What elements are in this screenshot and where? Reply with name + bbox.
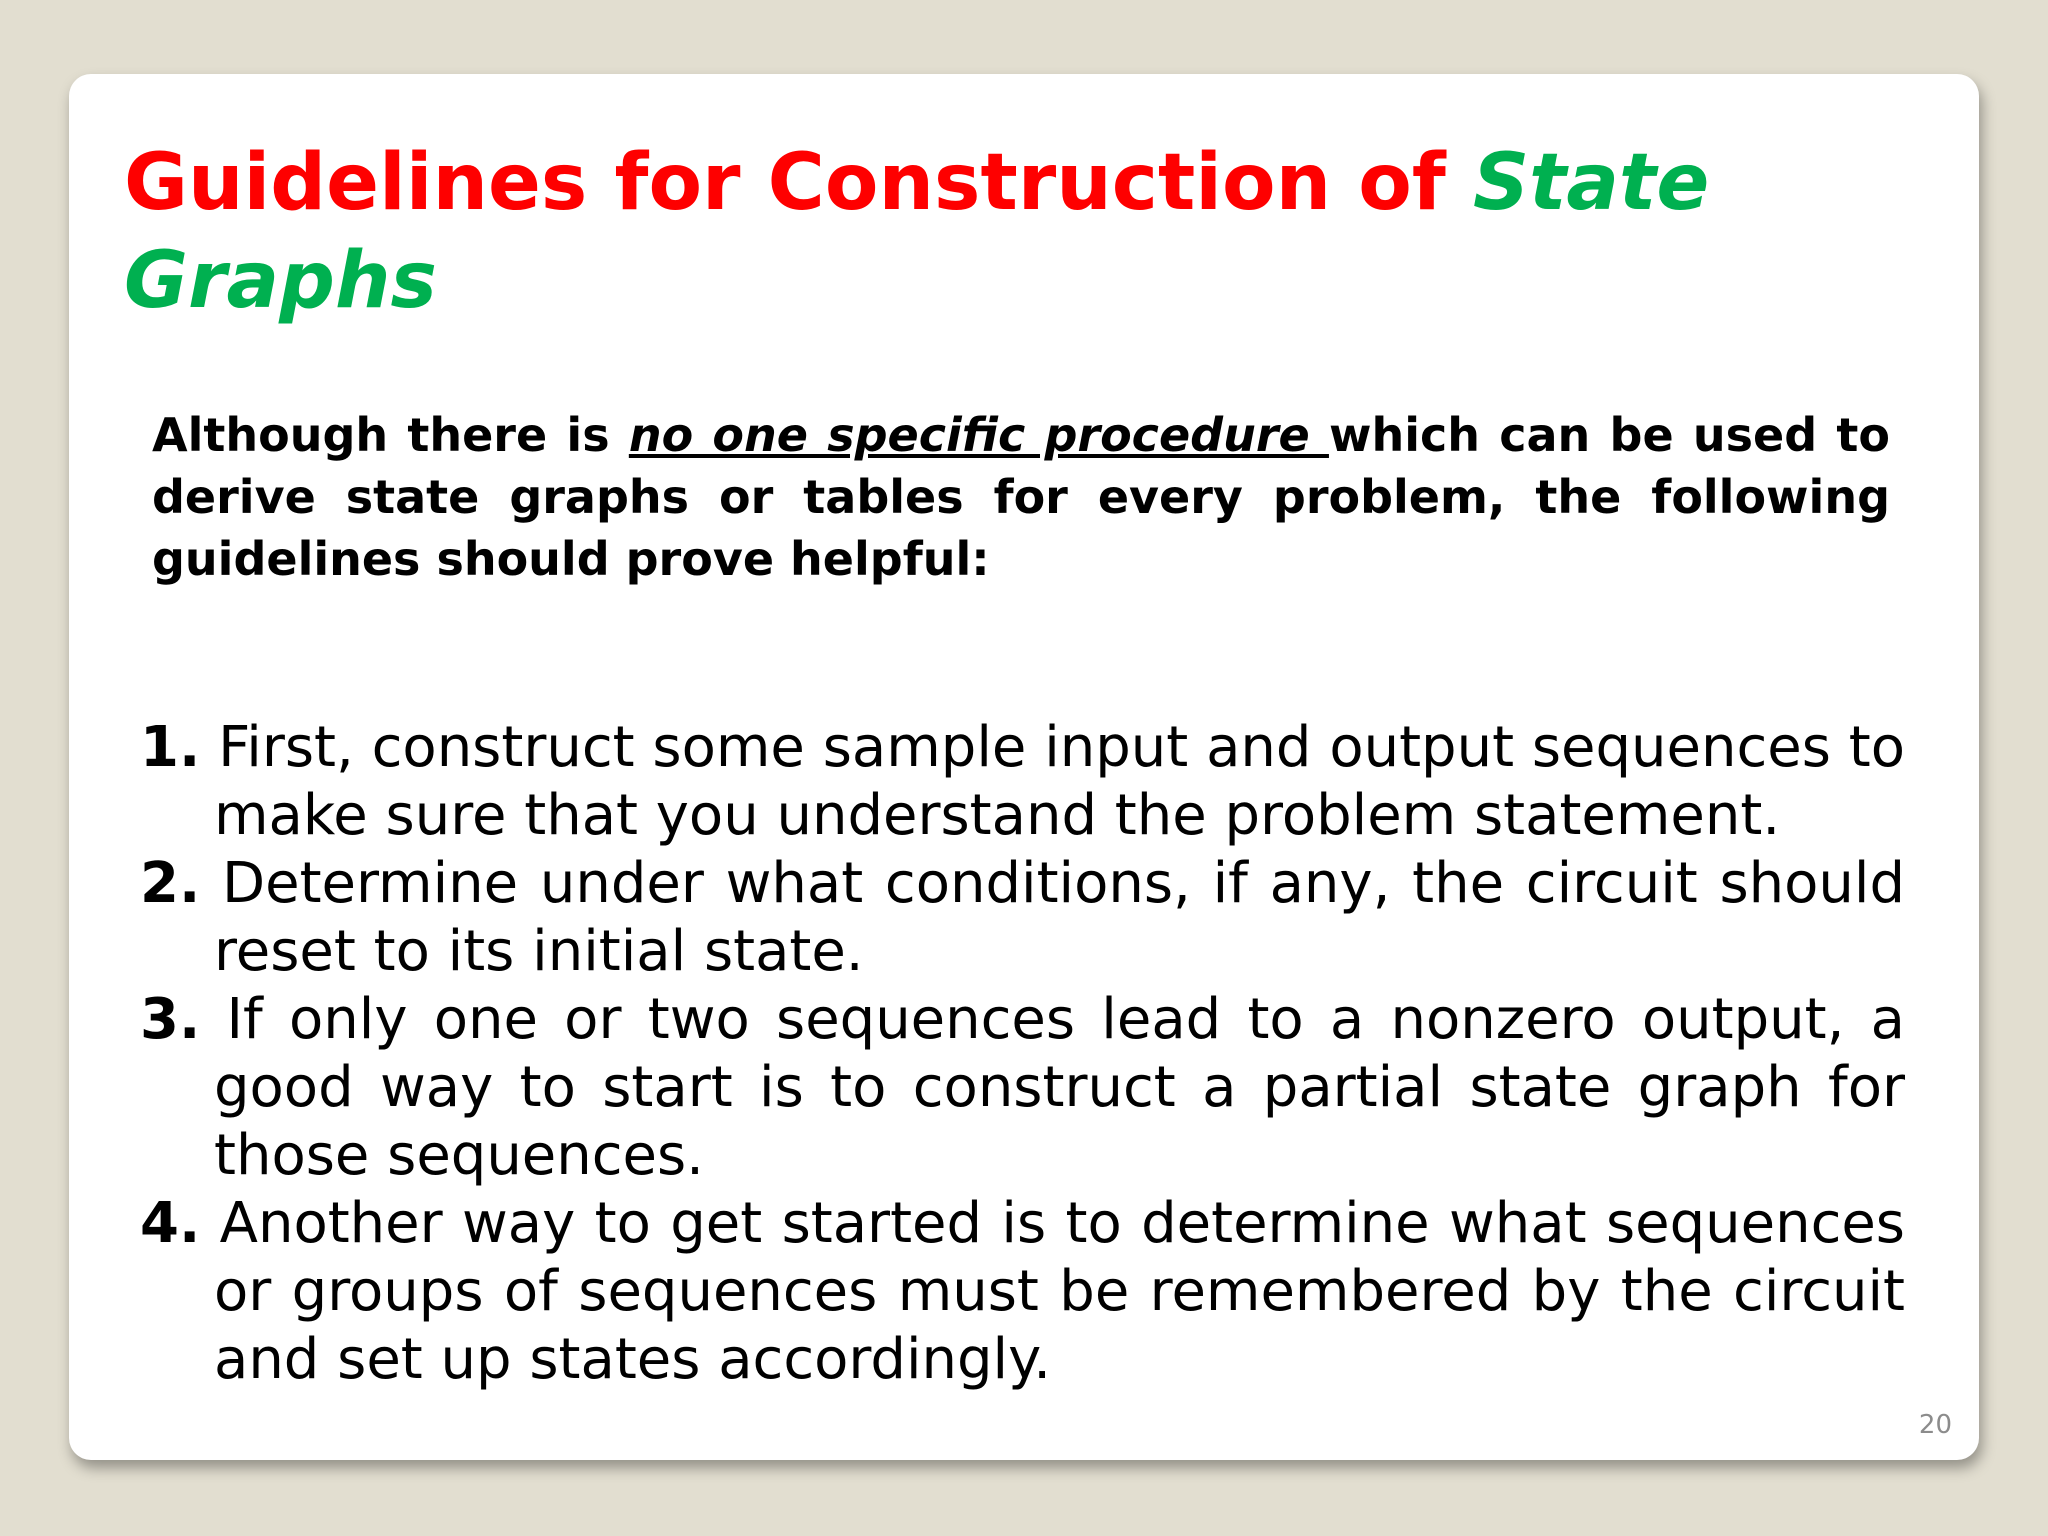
guideline-item [140,1190,1905,1394]
guideline-number: 1. [140,715,201,780]
guideline-item [140,714,1905,850]
guideline-text: If only one or two sequences lead to a nonzero output, a good way to start is to construct a partial state graph for those sequences. [214,987,1905,1188]
guidelines-list [140,714,1905,1394]
title-main: Guidelines for Construction of [124,138,1473,228]
guideline-number: 3. [140,987,201,1052]
guideline-text: Determine under what conditions, if any, the circuit should reset to its initial state. [214,851,1905,984]
intro-before: Although there is [152,408,629,462]
guideline-text: First, construct some sample input and output sequences to make sure that you understand the problem statement. [214,715,1905,848]
guideline-number: 4. [140,1191,201,1256]
title-accent: State Graphs [124,138,1710,326]
page-number: 20 [1918,1410,1952,1440]
guideline-item [140,850,1905,986]
slide [69,74,1979,1460]
intro-paragraph [152,404,1890,590]
slide-title [124,134,1904,330]
guideline-text: Another way to get started is to determine what sequences or groups of sequences must be remembered by the circuit and set up states accordingly. [214,1191,1905,1392]
intro-emphasis: no one specific procedure [628,408,1329,462]
guideline-item [140,986,1905,1190]
intro-after: which can be used to derive state graphs or tables for every problem, the following guidelines should prove helpful: [152,408,1890,586]
guideline-number: 2. [140,851,201,916]
